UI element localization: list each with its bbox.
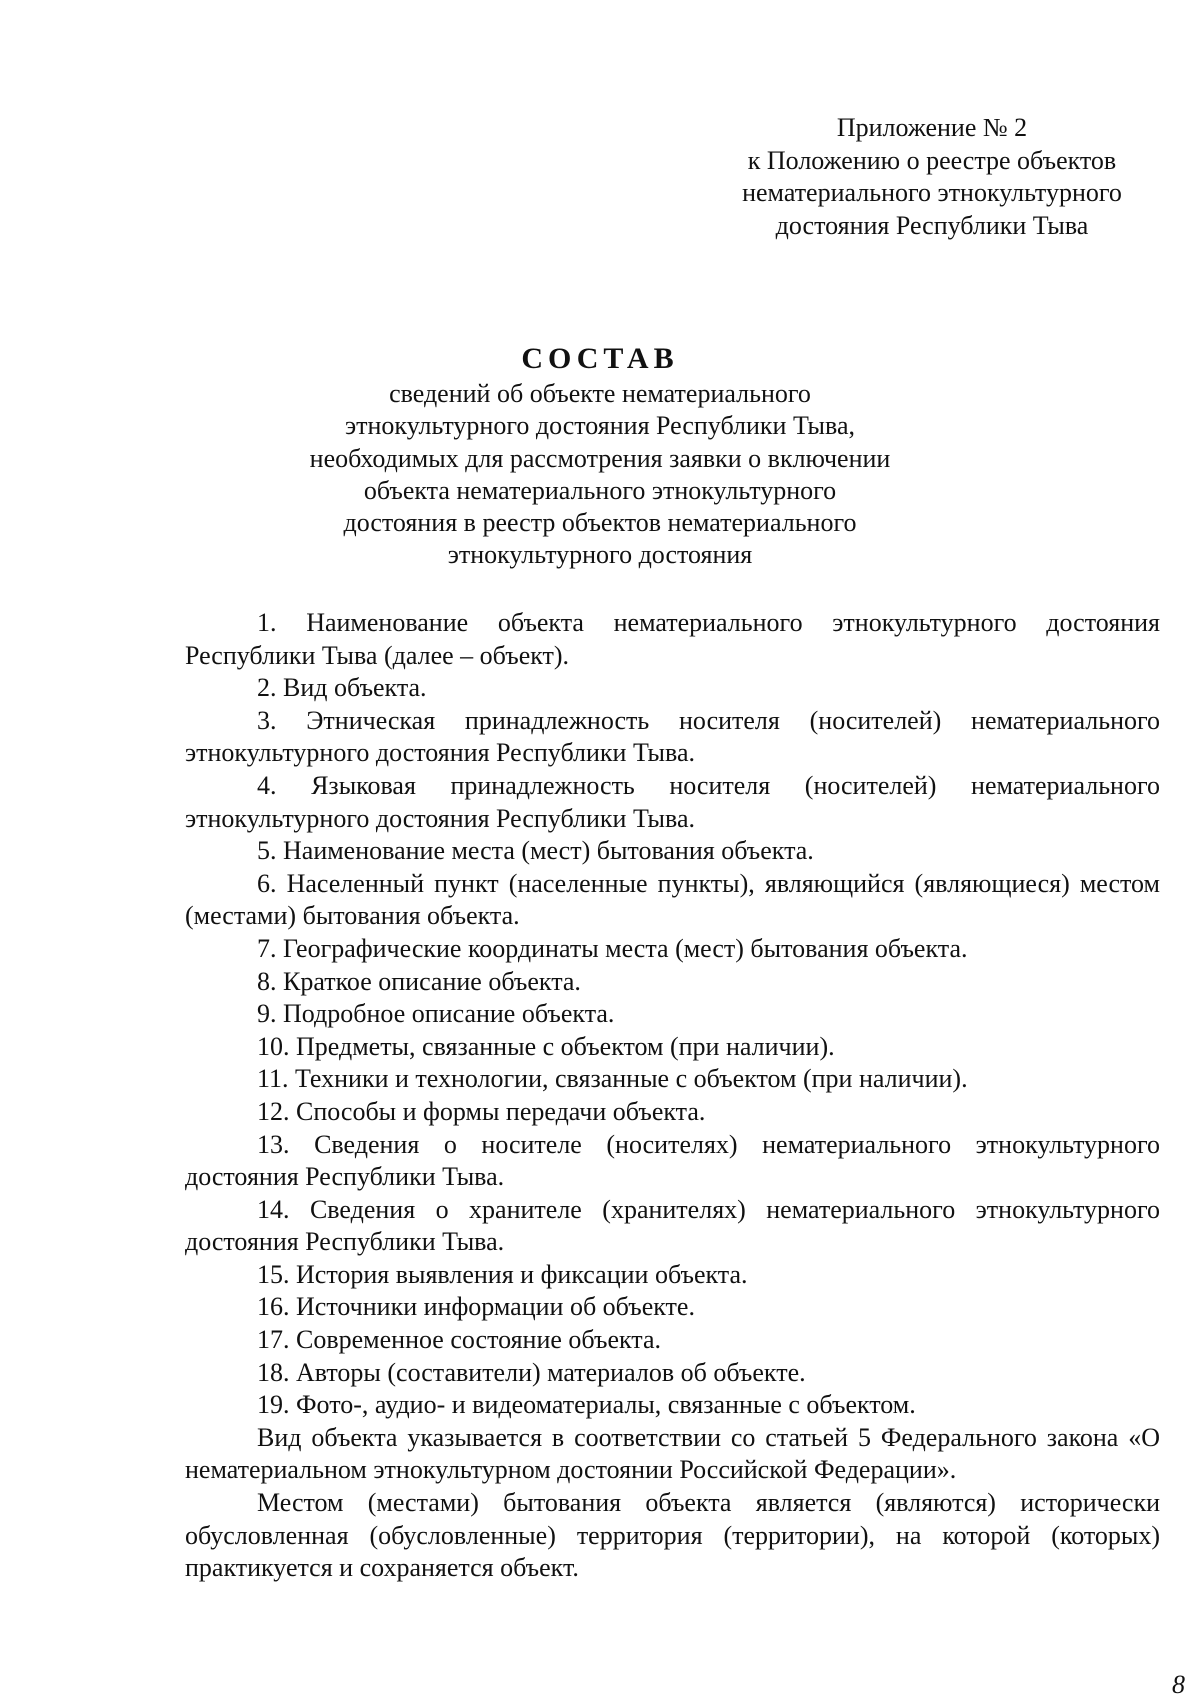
list-item: 6. Населенный пункт (населенные пункты), являющийся (являющиеся) местом (местами) бытования объекта. (185, 868, 1160, 931)
list-item: 4. Языковая принадлежность носителя (носителей) нематериального этнокультурного достояния Республики Тыва. (185, 770, 1160, 833)
subtitle-line: этнокультурного достояния (447, 540, 753, 570)
subtitle-line: достояния в реестр объектов нематериального (343, 508, 857, 538)
appendix-number: Приложение № 2 (836, 113, 1028, 142)
appendix-reference-line: нематериального этнокультурного (742, 178, 1122, 207)
subtitle-line: необходимых для рассмотрения заявки о включении (309, 443, 891, 473)
list-item: 10. Предметы, связанные с объектом (при наличии). (257, 1031, 835, 1061)
list-item: 12. Способы и формы передачи объекта. (257, 1096, 706, 1126)
list-item: 19. Фото-, аудио- и видеоматериалы, связанные с объектом. (257, 1390, 916, 1420)
list-item: 17. Современное состояние объекта. (257, 1325, 661, 1355)
title-block (300, 340, 900, 572)
list-item: 15. История выявления и фиксации объекта. (257, 1259, 748, 1289)
list-item: 3. Этническая принадлежность носителя (носителей) нематериального этнокультурного достояния Республики Тыва. (185, 705, 1160, 768)
list-item: 7. Географические координаты места (мест) бытования объекта. (257, 933, 968, 963)
page-number: 8 (1172, 1670, 1185, 1699)
list-item: 18. Авторы (составители) материалов об объекте. (257, 1357, 806, 1387)
document-subtitle (300, 378, 900, 572)
appendix-reference-line: достояния Республики Тыва (775, 210, 1089, 240)
list-item: 13. Сведения о носителе (носителях) нематериального этнокультурного достояния Республики Тыва. (185, 1129, 1160, 1192)
note-paragraph: Местом (местами) бытования объекта является (являются) исторически обусловленная (обусловленные) территория (территории), на которой (которых) практикуется и сохраняется объект. (185, 1488, 1160, 1583)
list-item: 9. Подробное описание объекта. (257, 999, 615, 1029)
list-item: 14. Сведения о хранителе (хранителях) нематериального этнокультурного достояния Республики Тыва. (185, 1194, 1160, 1257)
list-item: 1. Наименование объекта нематериального этнокультурного достояния Республики Тыва (далее – объект). (185, 608, 1160, 670)
subtitle-line: объекта нематериального этнокультурного (363, 475, 837, 505)
appendix-header (722, 112, 1142, 242)
list-item: 5. Наименование места (мест) бытования объекта. (257, 836, 814, 866)
note-paragraph: Вид объекта указывается в соответствии со статьей 5 Федерального закона «О нематериальном этнокультурном достоянии Российской Федерации». (185, 1422, 1160, 1485)
subtitle-line: этнокультурного достояния Республики Тыва, (345, 411, 855, 441)
list-item: 11. Техники и технологии, связанные с объектом (при наличии). (257, 1064, 968, 1094)
list-item: 16. Источники информации об объекте. (257, 1292, 695, 1322)
document-title: СОСТАВ (521, 342, 679, 375)
document-body (185, 607, 1160, 1585)
list-item: 8. Краткое описание объекта. (257, 966, 581, 996)
list-item: 2. Вид объекта. (257, 673, 427, 703)
appendix-reference-line: к Положению о реестре объектов (747, 145, 1117, 175)
subtitle-line: сведений об объекте нематериального (389, 379, 811, 408)
